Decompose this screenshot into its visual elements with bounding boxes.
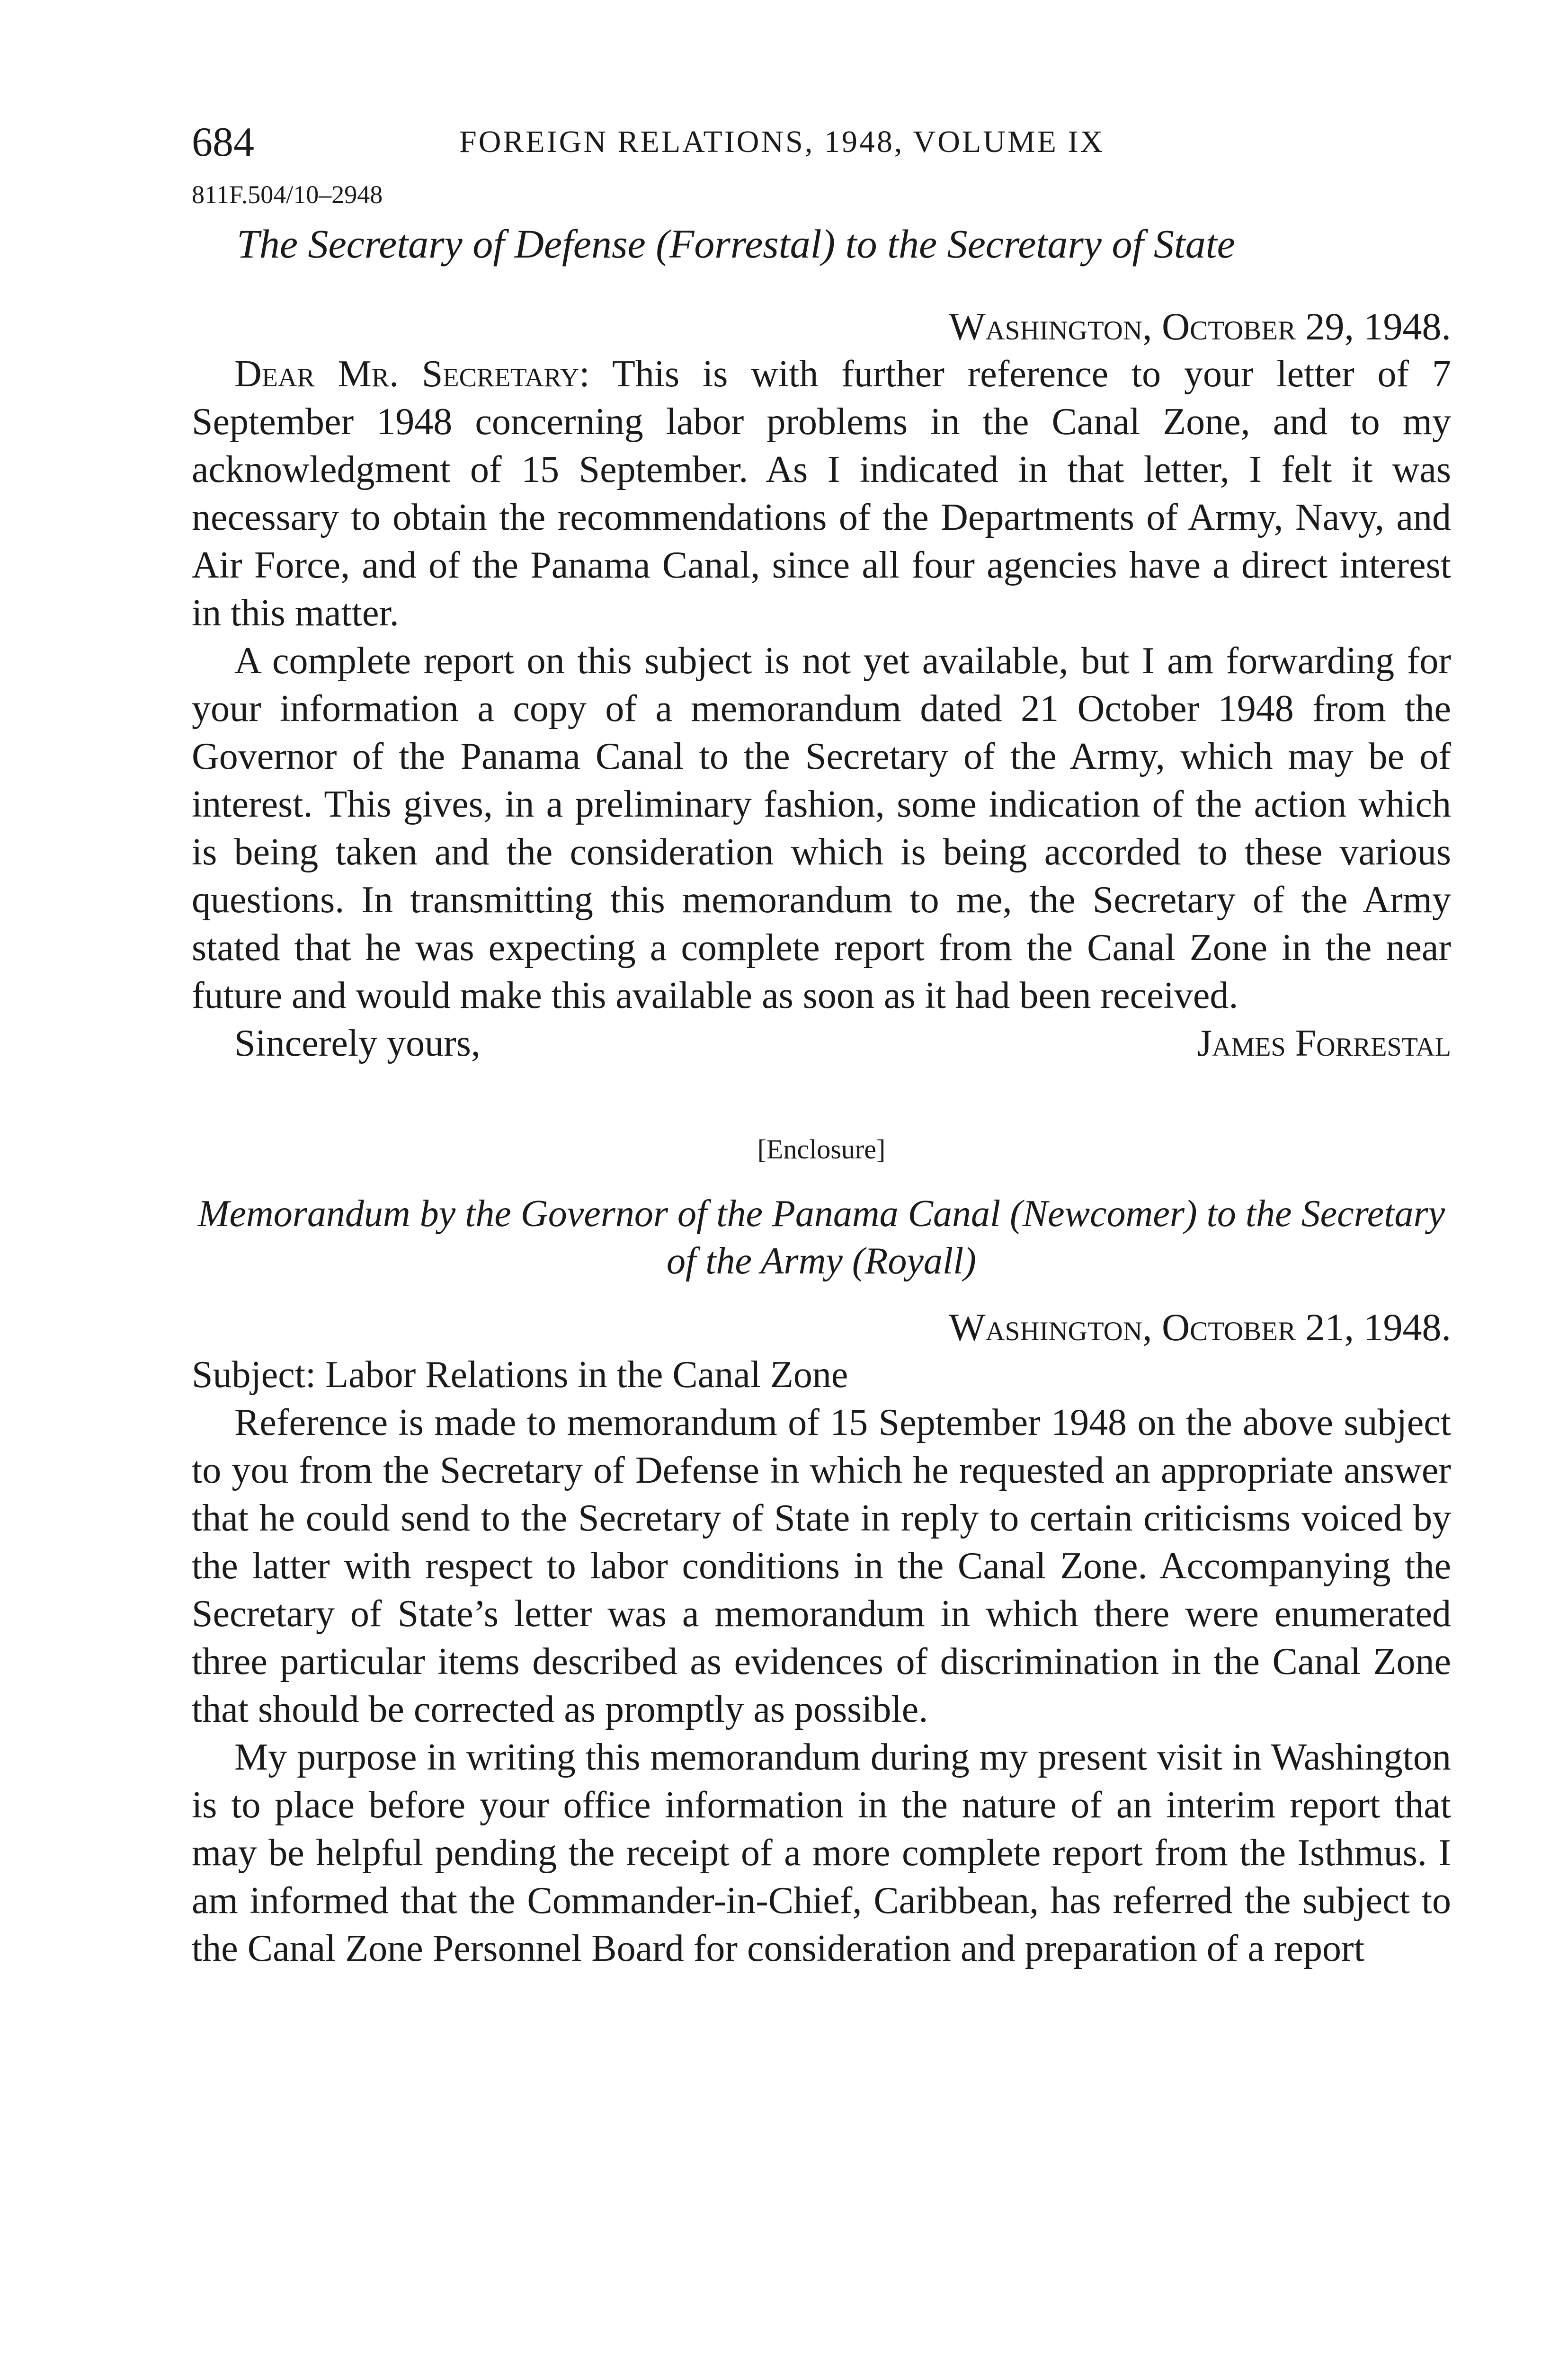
enclosure-label: [Enclosure] — [757, 1134, 886, 1165]
letter-paragraph-2: A complete report on this subject is not yet available, but I am forwarding for your information a copy of a memorandum dated 21 October 1948 from the Governor of the Panama Canal to the Secretary of the Army, which may be of interest. This gives, in a preliminary fashion, some indication of the action which is being taken and the consideration which is being accorded to these various questions. In transmitting this memorandum to me, the Secretary of the Army stated that he was expecting a complete report from the Canal Zone in the near future and would make this available as soon as it had been received. — [192, 640, 1451, 1016]
letter-title: The Secretary of Defense (Forrestal) to the Secretary of State — [237, 221, 1235, 267]
complimentary-close: Sincerely yours, — [234, 1023, 481, 1064]
memorandum-title: Memorandum by the Governor of the Panama Canal (Newcomer) to the Secretary of the Army (Royall) — [197, 1193, 1445, 1282]
signature: James Forrestal — [1197, 1023, 1451, 1064]
letter-paragraph-1 — [192, 350, 1451, 637]
memorandum-paragraph-2: My purpose in writing this memorandum during my present visit in Washington is to place before your office information in the nature of an interim report that may be helpful pending the receipt of a more complete report from the Isthmus. I am informed that the Commander-in-Chief, Caribbean, has referred the subject to the Canal Zone Personnel Board for consideration and preparation of a report — [192, 1736, 1451, 1969]
letter-closing — [192, 1020, 1451, 1072]
page-number: 684 — [192, 119, 254, 165]
salutation: Dear Mr. Secretary: — [234, 353, 590, 395]
memorandum-dateline: Washington, October 21, 1948. — [949, 1306, 1451, 1349]
letter-dateline: Washington, October 29, 1948. — [949, 305, 1451, 348]
letter-paragraph-1-text: This is with further reference to your letter of 7 September 1948 concerning labor problems in the Canal Zone, and to my acknowledgment of 15 September. As I indicated in that letter, I felt it was necessary to obtain the recommendations of the Departments of Army, Navy, and Air Force, and of the Panama Canal, since all four agencies have a direct interest in this matter. — [192, 353, 1451, 634]
file-number: 811F.504/10–2948 — [192, 180, 383, 209]
volume-title: FOREIGN RELATIONS, 1948, VOLUME IX — [459, 125, 1105, 159]
document-page — [192, 118, 1451, 1973]
memorandum-subject: Subject: Labor Relations in the Canal Zone — [192, 1354, 848, 1396]
memorandum-paragraph-1: Reference is made to memorandum of 15 September 1948 on the above subject to you from the Secretary of Defense in which he requested an appropriate answer that he could send to the Secretary of State in reply to certain criticisms voiced by the latter with respect to labor conditions in the Canal Zone. Accompanying the Secretary of State’s letter was a memorandum in which there were enumerated three particular items described as evidences of discrimination in the Canal Zone that should be corrected as promptly as possible. — [192, 1402, 1451, 1730]
running-header — [192, 118, 1451, 175]
